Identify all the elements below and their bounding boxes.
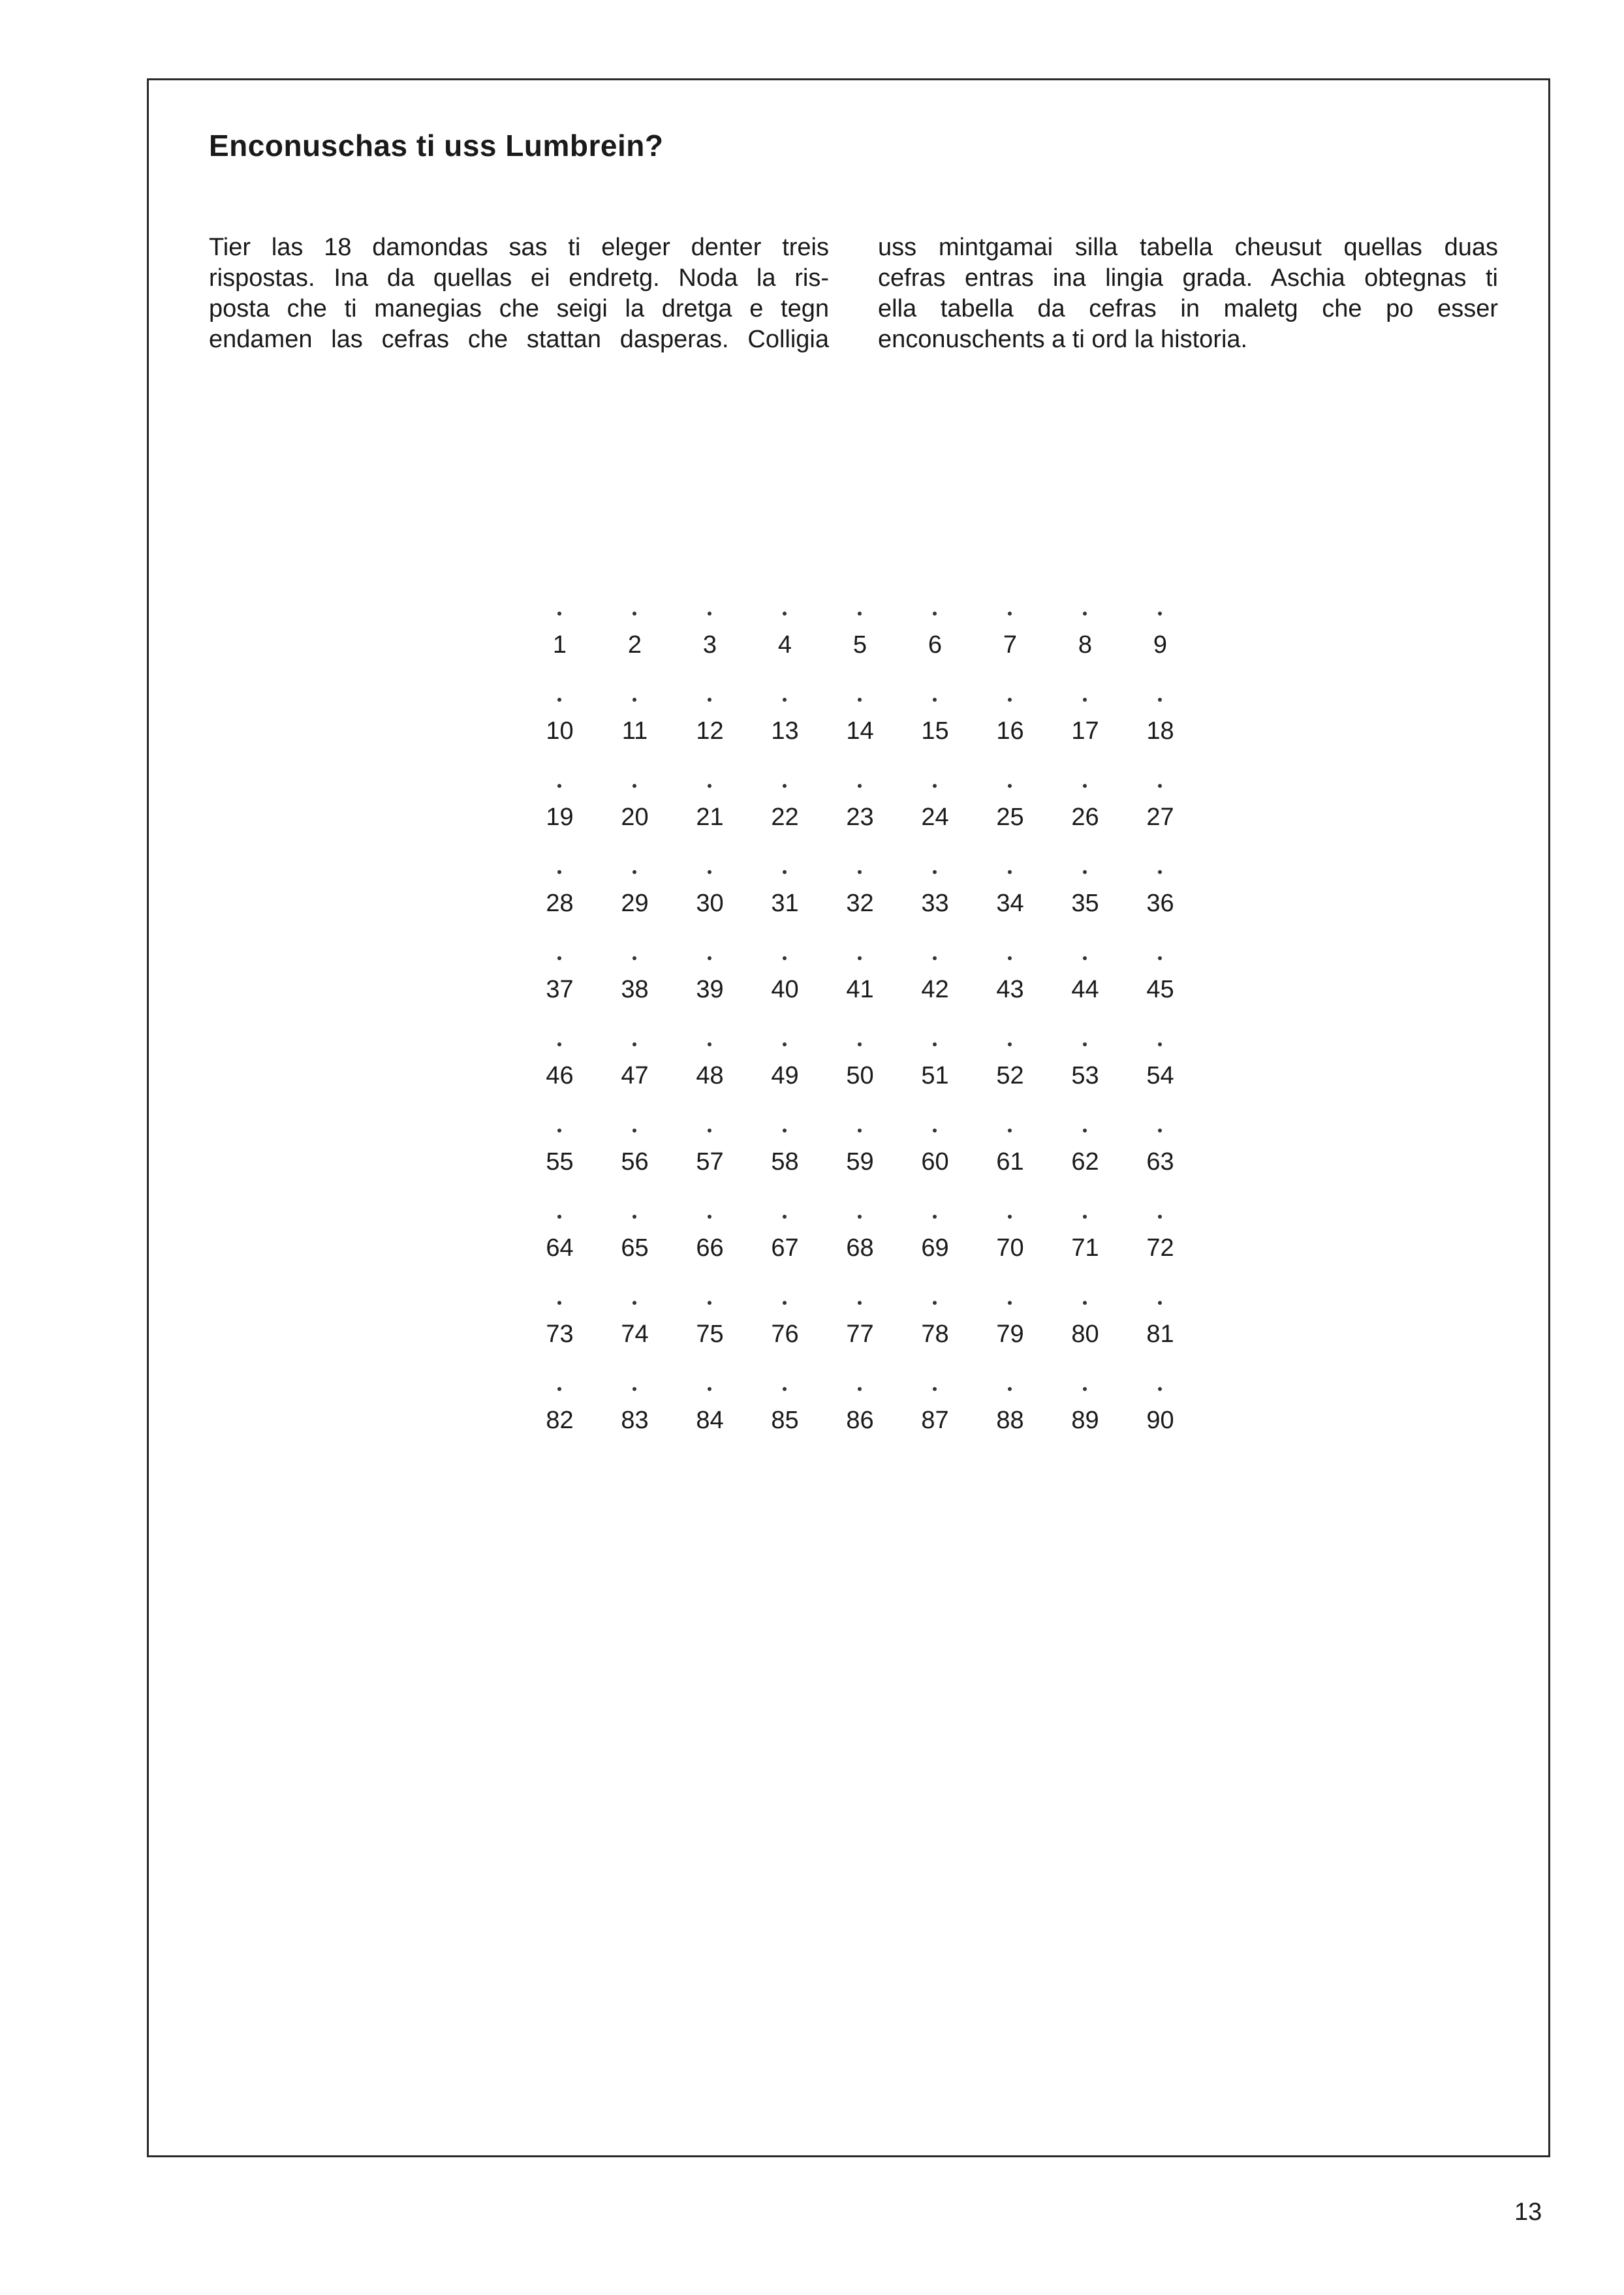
grid-point <box>898 1379 973 1465</box>
page-title: Enconuschas ti uss Lumbrein? <box>209 129 664 163</box>
grid-point <box>1048 1293 1123 1379</box>
dot-marker <box>1158 1301 1162 1305</box>
dot-marker <box>933 784 937 788</box>
grid-point <box>522 1121 597 1207</box>
grid-point <box>973 1293 1048 1379</box>
dot-marker <box>1158 612 1162 616</box>
grid-point <box>1123 1207 1198 1293</box>
intro-line: Tier las 18 damondas sas ti eleger denter treis <box>209 234 829 261</box>
connect-the-dots-grid <box>522 604 1198 1465</box>
dot-marker <box>557 1129 561 1132</box>
grid-point <box>898 604 973 690</box>
dot-marker <box>1008 1215 1012 1219</box>
dot-marker <box>1008 956 1012 960</box>
grid-point <box>973 776 1048 862</box>
grid-point <box>672 948 747 1035</box>
dot-marker <box>1083 1387 1087 1391</box>
point-number: 30 <box>696 890 724 917</box>
grid-point <box>747 1035 822 1121</box>
point-number: 2 <box>627 631 642 659</box>
dot-marker <box>1008 784 1012 788</box>
point-number: 71 <box>1071 1234 1099 1262</box>
grid-point <box>1048 690 1123 776</box>
grid-point <box>747 690 822 776</box>
grid-point <box>597 604 672 690</box>
dot-marker <box>557 1215 561 1219</box>
dot-marker <box>708 1215 711 1219</box>
point-number: 89 <box>1071 1407 1099 1434</box>
intro-line: enconuschents a ti ord la historia. <box>878 326 1248 353</box>
grid-point <box>597 948 672 1035</box>
grid-point <box>597 1293 672 1379</box>
point-number: 58 <box>771 1148 799 1176</box>
grid-point <box>822 1207 898 1293</box>
dot-marker <box>1008 1042 1012 1046</box>
point-number: 37 <box>546 976 574 1003</box>
point-number: 15 <box>921 717 949 745</box>
grid-point <box>822 604 898 690</box>
dot-marker <box>632 1042 636 1046</box>
point-number: 45 <box>1146 976 1174 1003</box>
grid-point <box>973 604 1048 690</box>
point-number: 5 <box>852 631 867 659</box>
dot-marker <box>1158 698 1162 702</box>
point-number: 8 <box>1078 631 1093 659</box>
point-number: 32 <box>846 890 874 917</box>
point-number: 67 <box>771 1234 799 1262</box>
dot-marker <box>858 956 862 960</box>
dot-marker <box>557 956 561 960</box>
dot-marker <box>858 1129 862 1132</box>
point-number: 10 <box>546 717 574 745</box>
point-number: 60 <box>921 1148 949 1176</box>
grid-point <box>522 1379 597 1465</box>
point-number: 83 <box>621 1407 649 1434</box>
point-number: 13 <box>771 717 799 745</box>
grid-point <box>672 1121 747 1207</box>
point-number: 20 <box>621 804 649 831</box>
point-number: 74 <box>621 1320 649 1348</box>
point-number: 50 <box>846 1062 874 1089</box>
grid-point <box>1048 776 1123 862</box>
dot-marker <box>1158 784 1162 788</box>
dot-marker <box>1158 1129 1162 1132</box>
grid-point <box>1048 862 1123 948</box>
dot-marker <box>858 1215 862 1219</box>
dot-marker <box>933 1129 937 1132</box>
grid-point <box>973 1207 1048 1293</box>
dot-marker <box>632 1129 636 1132</box>
grid-point <box>1123 948 1198 1035</box>
grid-point <box>1123 1121 1198 1207</box>
point-number: 80 <box>1071 1320 1099 1348</box>
dot-marker <box>1083 1215 1087 1219</box>
point-number: 47 <box>621 1062 649 1089</box>
grid-point <box>822 1293 898 1379</box>
point-number: 79 <box>996 1320 1024 1348</box>
intro-line: uss mintgamai silla tabella cheusut quellas duas <box>878 234 1498 261</box>
point-number: 54 <box>1146 1062 1174 1089</box>
dot-marker <box>632 784 636 788</box>
grid-point <box>597 862 672 948</box>
dot-marker <box>783 1042 787 1046</box>
grid-point <box>973 948 1048 1035</box>
dot-marker <box>1158 956 1162 960</box>
point-number: 43 <box>996 976 1024 1003</box>
point-number: 90 <box>1146 1407 1174 1434</box>
point-number: 77 <box>846 1320 874 1348</box>
dot-marker <box>1083 784 1087 788</box>
point-number: 85 <box>771 1407 799 1434</box>
dot-marker <box>858 1387 862 1391</box>
point-number: 31 <box>771 890 799 917</box>
grid-point <box>1123 1293 1198 1379</box>
grid-point <box>1123 1035 1198 1121</box>
dot-marker <box>933 612 937 616</box>
dot-marker <box>1008 1387 1012 1391</box>
grid-point <box>822 1035 898 1121</box>
grid-point <box>522 604 597 690</box>
grid-point <box>747 1293 822 1379</box>
dot-marker <box>557 612 561 616</box>
dot-marker <box>708 956 711 960</box>
dot-marker <box>708 1042 711 1046</box>
dot-marker <box>1083 612 1087 616</box>
point-number: 4 <box>777 631 792 659</box>
grid-point <box>747 776 822 862</box>
grid-point <box>1048 1035 1123 1121</box>
grid-point <box>898 1035 973 1121</box>
point-number: 68 <box>846 1234 874 1262</box>
grid-point <box>672 776 747 862</box>
intro-text-right-column <box>878 232 1498 355</box>
dot-marker <box>1158 1042 1162 1046</box>
grid-point <box>822 1379 898 1465</box>
grid-point <box>522 690 597 776</box>
dot-marker <box>632 698 636 702</box>
grid-point <box>597 776 672 862</box>
point-number: 26 <box>1071 804 1099 831</box>
point-number: 34 <box>996 890 1024 917</box>
point-number: 81 <box>1146 1320 1174 1348</box>
grid-point <box>522 862 597 948</box>
grid-point <box>522 1293 597 1379</box>
grid-point <box>672 690 747 776</box>
point-number: 86 <box>846 1407 874 1434</box>
dot-marker <box>557 1387 561 1391</box>
dot-marker <box>1083 1301 1087 1305</box>
dot-marker <box>1008 1301 1012 1305</box>
dot-marker <box>632 1215 636 1219</box>
dot-marker <box>1083 698 1087 702</box>
point-number: 46 <box>546 1062 574 1089</box>
dot-marker <box>783 698 787 702</box>
dot-marker <box>708 1301 711 1305</box>
grid-point <box>747 948 822 1035</box>
grid-point <box>1048 1121 1123 1207</box>
point-number: 21 <box>696 804 724 831</box>
point-number: 23 <box>846 804 874 831</box>
point-number: 19 <box>546 804 574 831</box>
grid-point <box>898 776 973 862</box>
page-number: 13 <box>1514 2198 1542 2226</box>
dot-marker <box>1158 870 1162 874</box>
dot-marker <box>933 956 937 960</box>
grid-point <box>747 604 822 690</box>
dot-marker <box>783 1387 787 1391</box>
dot-marker <box>708 1129 711 1132</box>
point-number: 66 <box>696 1234 724 1262</box>
dot-marker <box>557 698 561 702</box>
point-number: 40 <box>771 976 799 1003</box>
point-number: 3 <box>702 631 717 659</box>
grid-point <box>1123 776 1198 862</box>
intro-line: rispostas. Ina da quellas ei endretg. Noda la ris- <box>209 264 829 292</box>
grid-point <box>898 1121 973 1207</box>
grid-point <box>522 1035 597 1121</box>
point-number: 72 <box>1146 1234 1174 1262</box>
point-number: 82 <box>546 1407 574 1434</box>
point-number: 1 <box>552 631 567 659</box>
grid-point <box>822 776 898 862</box>
point-number: 48 <box>696 1062 724 1089</box>
point-number: 35 <box>1071 890 1099 917</box>
grid-point <box>747 1379 822 1465</box>
point-number: 88 <box>996 1407 1024 1434</box>
intro-line: posta che ti manegias che seigi la dretga e tegn <box>209 295 829 322</box>
intro-line: endamen las cefras che stattan dasperas. Colligia <box>209 326 829 353</box>
point-number: 70 <box>996 1234 1024 1262</box>
grid-point <box>672 1293 747 1379</box>
grid-point <box>973 862 1048 948</box>
dot-marker <box>1008 698 1012 702</box>
dot-marker <box>783 1129 787 1132</box>
dot-marker <box>783 784 787 788</box>
point-number: 22 <box>771 804 799 831</box>
point-number: 64 <box>546 1234 574 1262</box>
dot-marker <box>783 870 787 874</box>
point-number: 14 <box>846 717 874 745</box>
grid-point <box>1048 948 1123 1035</box>
grid-point <box>672 1035 747 1121</box>
dot-marker <box>1083 1129 1087 1132</box>
grid-point <box>898 690 973 776</box>
point-number: 29 <box>621 890 649 917</box>
point-number: 25 <box>996 804 1024 831</box>
dot-marker <box>557 1042 561 1046</box>
point-number: 39 <box>696 976 724 1003</box>
point-number: 62 <box>1071 1148 1099 1176</box>
point-number: 56 <box>621 1148 649 1176</box>
grid-point <box>1048 1379 1123 1465</box>
dot-marker <box>1008 870 1012 874</box>
grid-point <box>973 1379 1048 1465</box>
dot-marker <box>933 1301 937 1305</box>
point-number: 9 <box>1153 631 1168 659</box>
point-number: 63 <box>1146 1148 1174 1176</box>
point-number: 36 <box>1146 890 1174 917</box>
point-number: 57 <box>696 1148 724 1176</box>
dot-marker <box>708 870 711 874</box>
intro-text-left-column <box>209 232 829 355</box>
grid-point <box>1048 604 1123 690</box>
dot-marker <box>1083 870 1087 874</box>
grid-point <box>1048 1207 1123 1293</box>
dot-marker <box>783 1215 787 1219</box>
grid-point <box>672 862 747 948</box>
grid-point <box>1123 604 1198 690</box>
intro-line: cefras entras ina lingia grada. Aschia obtegnas ti <box>878 264 1498 292</box>
grid-point <box>522 1207 597 1293</box>
dot-marker <box>632 870 636 874</box>
dot-marker <box>708 784 711 788</box>
point-number: 52 <box>996 1062 1024 1089</box>
grid-point <box>822 948 898 1035</box>
grid-point <box>973 1121 1048 1207</box>
dot-marker <box>1158 1387 1162 1391</box>
grid-point <box>1123 1379 1198 1465</box>
point-number: 7 <box>1003 631 1018 659</box>
dot-marker <box>1008 612 1012 616</box>
point-number: 51 <box>921 1062 949 1089</box>
grid-point <box>522 948 597 1035</box>
dot-marker <box>783 1301 787 1305</box>
grid-point <box>747 1121 822 1207</box>
grid-point <box>747 862 822 948</box>
point-number: 33 <box>921 890 949 917</box>
point-number: 65 <box>621 1234 649 1262</box>
point-number: 41 <box>846 976 874 1003</box>
point-number: 78 <box>921 1320 949 1348</box>
grid-point <box>1123 862 1198 948</box>
grid-point <box>597 1207 672 1293</box>
grid-point <box>747 1207 822 1293</box>
grid-point <box>672 1207 747 1293</box>
grid-point <box>822 862 898 948</box>
grid-point <box>973 690 1048 776</box>
point-number: 76 <box>771 1320 799 1348</box>
grid-point <box>597 1121 672 1207</box>
dot-marker <box>783 612 787 616</box>
dot-marker <box>858 1301 862 1305</box>
dot-marker <box>1083 1042 1087 1046</box>
grid-point <box>597 1379 672 1465</box>
dot-marker <box>708 698 711 702</box>
grid-point <box>898 862 973 948</box>
dot-marker <box>1083 956 1087 960</box>
point-number: 59 <box>846 1148 874 1176</box>
grid-point <box>898 1207 973 1293</box>
dot-marker <box>858 612 862 616</box>
point-number: 16 <box>996 717 1024 745</box>
point-number: 42 <box>921 976 949 1003</box>
dot-marker <box>933 698 937 702</box>
point-number: 44 <box>1071 976 1099 1003</box>
point-number: 24 <box>921 804 949 831</box>
point-number: 6 <box>928 631 943 659</box>
point-number: 49 <box>771 1062 799 1089</box>
dot-marker <box>858 1042 862 1046</box>
grid-point <box>822 1121 898 1207</box>
dot-marker <box>708 612 711 616</box>
point-number: 87 <box>921 1407 949 1434</box>
dot-marker <box>933 1387 937 1391</box>
point-number: 28 <box>546 890 574 917</box>
point-number: 12 <box>696 717 724 745</box>
point-number: 84 <box>696 1407 724 1434</box>
dot-marker <box>933 870 937 874</box>
grid-point <box>1123 690 1198 776</box>
dot-marker <box>557 1301 561 1305</box>
point-number: 38 <box>621 976 649 1003</box>
dot-marker <box>1158 1215 1162 1219</box>
dot-marker <box>557 784 561 788</box>
point-number: 73 <box>546 1320 574 1348</box>
point-number: 11 <box>621 717 648 745</box>
dot-marker <box>632 956 636 960</box>
intro-line: ella tabella da cefras in maletg che po esser <box>878 295 1498 322</box>
dot-marker <box>557 870 561 874</box>
grid-point <box>672 1379 747 1465</box>
grid-point <box>672 604 747 690</box>
grid-point <box>597 690 672 776</box>
dot-marker <box>632 612 636 616</box>
grid-point <box>898 948 973 1035</box>
point-number: 27 <box>1146 804 1174 831</box>
point-number: 61 <box>996 1148 1024 1176</box>
dot-marker <box>708 1387 711 1391</box>
dot-marker <box>858 870 862 874</box>
point-number: 53 <box>1071 1062 1099 1089</box>
dot-marker <box>933 1042 937 1046</box>
dot-marker <box>632 1387 636 1391</box>
grid-point <box>898 1293 973 1379</box>
point-number: 17 <box>1071 717 1099 745</box>
grid-point <box>822 690 898 776</box>
grid-point <box>522 776 597 862</box>
point-number: 18 <box>1146 717 1174 745</box>
point-number: 75 <box>696 1320 724 1348</box>
dot-marker <box>858 698 862 702</box>
dot-marker <box>632 1301 636 1305</box>
grid-point <box>973 1035 1048 1121</box>
dot-marker <box>933 1215 937 1219</box>
point-number: 69 <box>921 1234 949 1262</box>
dot-marker <box>858 784 862 788</box>
grid-point <box>597 1035 672 1121</box>
dot-marker <box>1008 1129 1012 1132</box>
dot-marker <box>783 956 787 960</box>
point-number: 55 <box>546 1148 574 1176</box>
